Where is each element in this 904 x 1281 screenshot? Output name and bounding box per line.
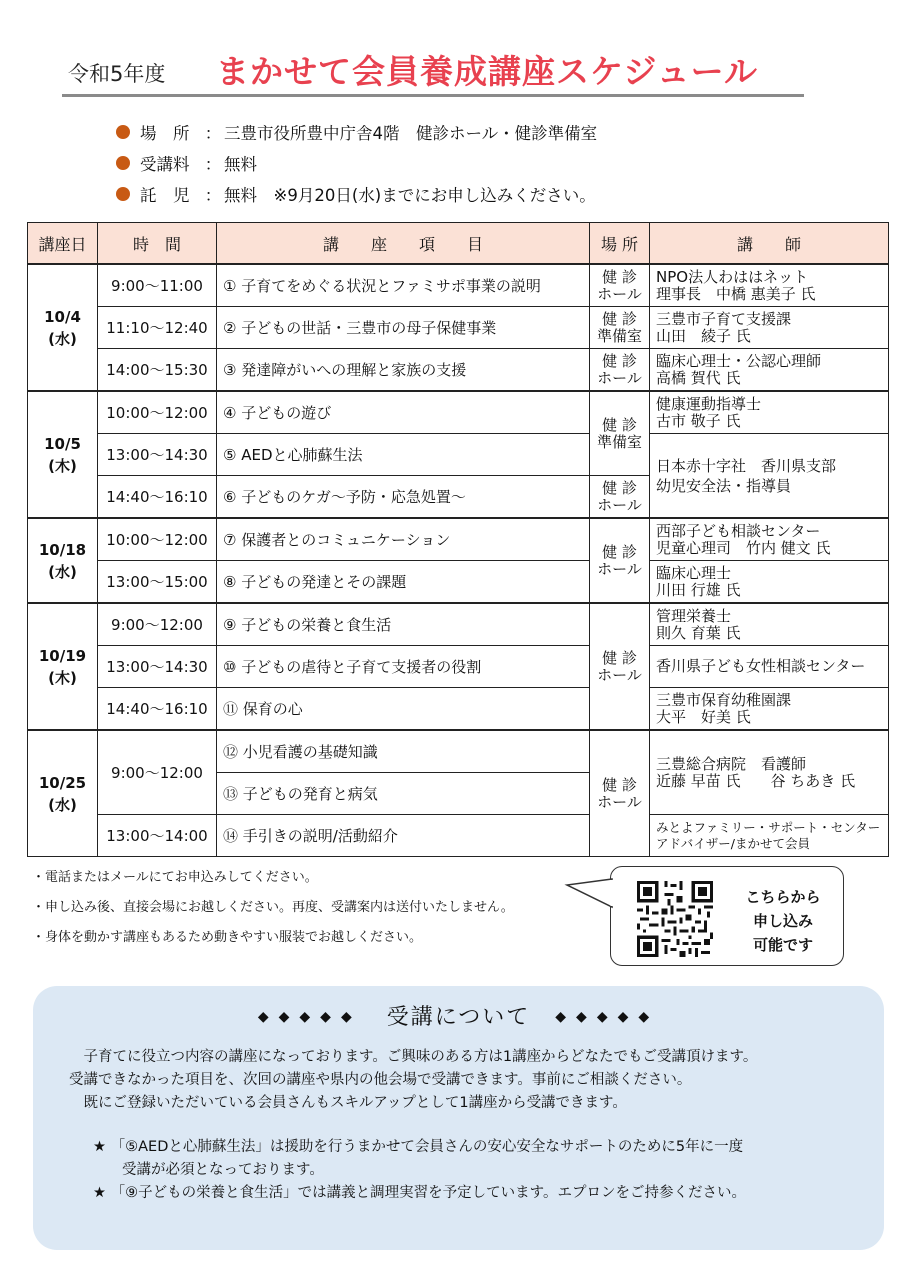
time-cell: 13:00～14:30: [98, 434, 217, 476]
time-cell: 10:00～12:00: [98, 391, 217, 434]
lecturer-line: 臨床心理士: [656, 563, 732, 582]
lecturer-line: 古市 敬子 氏: [656, 411, 741, 430]
topic-cell: ① 子育てをめぐる状況とファミサポ事業の説明: [217, 264, 590, 307]
place-line: 健 診: [602, 267, 637, 286]
time-cell: 9:00～12:00: [98, 730, 217, 815]
date-weekday: (木): [48, 668, 77, 687]
place-line: 健 診: [602, 351, 637, 370]
fiscal-year: 令和5年度: [68, 62, 166, 86]
about-line: 受講できなかった項目を、次回の講座や県内の他会場で受講できます。事前にご相談ください。: [69, 1072, 692, 1088]
place-line: 健 診: [602, 415, 637, 434]
place-cell: [590, 264, 650, 307]
lecturer-line: 管理栄養士: [656, 606, 732, 625]
place-line: ホール: [597, 284, 642, 303]
star-note: 受講が必須となっております。: [93, 1162, 324, 1178]
note-item: ・身体を動かす講座もあるため動きやすい服装でお越しください。: [32, 930, 423, 945]
about-heading: [33, 1000, 884, 1031]
table-row: [28, 646, 889, 688]
info-label: 託 児: [140, 185, 190, 205]
time-cell: 10:00～12:00: [98, 518, 217, 561]
place-line: 健 診: [602, 648, 637, 667]
topic-cell: ② 子どもの世話・三豊市の母子保健事業: [217, 307, 590, 349]
place-cell: [590, 349, 650, 392]
header-lecturer: 講 師: [650, 223, 889, 265]
callout-tail-icon: [567, 877, 615, 917]
info-colon: ：: [204, 154, 222, 174]
lecturer-line: 西部子ども相談センター: [656, 521, 821, 540]
apply-text: [727, 885, 839, 957]
topic-cell: ⑧ 子どもの発達とその課題: [217, 561, 590, 604]
date-day: 10/19: [38, 646, 87, 665]
date-weekday: (木): [48, 456, 77, 475]
star-note: ★ 「⑤AEDと心肺蘇生法」は援助を行うまかせて会員さんの安心安全なサポートのために5年に一度: [93, 1139, 744, 1155]
about-panel: [33, 986, 884, 1250]
info-colon: ：: [204, 185, 222, 205]
table-row: [28, 561, 889, 604]
lecturer-line: みとよファミリー・サポート・センター: [656, 819, 881, 835]
star-note: ★ 「⑨子どもの栄養と食生活」では講義と調理実習を予定しています。エプロンをご持参ください。: [93, 1185, 746, 1201]
date-weekday: (水): [48, 795, 77, 814]
topic-cell: ④ 子どもの遊び: [217, 391, 590, 434]
header-topic: 講 座 項 目: [217, 223, 590, 265]
lecturer-line: 日本赤十字社 香川県支部: [656, 456, 837, 475]
topic-cell: ⑭ 手引きの説明/活動紹介: [217, 815, 590, 857]
lecturer-cell: [650, 434, 889, 519]
header-date: 講座日: [28, 223, 98, 265]
time-cell: 9:00～12:00: [98, 603, 217, 646]
lecturer-line: NPO法人わははネット: [656, 267, 809, 286]
place-cell: [590, 391, 650, 476]
place-line: 健 診: [602, 542, 637, 561]
table-row: [28, 349, 889, 392]
time-cell: 14:40～16:10: [98, 476, 217, 519]
topic-cell: ⑤ AEDと心肺蘇生法: [217, 434, 590, 476]
table-row: [28, 391, 889, 434]
table-header-row: [28, 223, 889, 265]
place-cell: [590, 476, 650, 519]
topic-cell: ⑪ 保育の心: [217, 688, 590, 731]
lecturer-line: 三豊総合病院 看護師: [656, 754, 807, 773]
lecturer-line: 近藤 早苗 氏 谷 ちあき 氏: [656, 771, 856, 790]
place-line: 準備室: [596, 326, 642, 345]
date-weekday: (水): [48, 329, 77, 348]
place-cell: [590, 307, 650, 349]
place-cell: [590, 730, 650, 857]
lecturer-line: アドバイザー/まかせて会員: [656, 835, 810, 851]
about-notes: [93, 1136, 746, 1205]
lecturer-cell: [650, 264, 889, 307]
info-label: 場 所: [140, 123, 190, 143]
apply-line: こちらから: [745, 888, 821, 906]
table-row: [28, 518, 889, 561]
lecturer-cell: [650, 307, 889, 349]
table-row: [28, 603, 889, 646]
topic-cell: ⑦ 保護者とのコミュニケーション: [217, 518, 590, 561]
table-row: [28, 688, 889, 731]
bullet-icon: [116, 125, 130, 139]
info-value: 無料 ※9月20日(水)までにお申し込みください。: [224, 185, 596, 205]
lecturer-line: 臨床心理士・公認心理師: [656, 351, 822, 370]
date-cell: [28, 730, 98, 857]
lecturer-line: 幼児安全法・指導員: [656, 476, 792, 495]
topic-cell: ⑬ 子どもの発育と病気: [217, 773, 590, 815]
topic-cell: ⑫ 小児看護の基礎知識: [217, 730, 590, 773]
lecturer-cell: [650, 518, 889, 561]
about-line: 子育てに役立つ内容の講座になっております。ご興味のある方は1講座からどなたでもご受講頂けます。: [69, 1049, 758, 1065]
date-cell: [28, 603, 98, 730]
lecturer-line: 大平 好美 氏: [656, 707, 751, 726]
info-label: 受講料: [140, 154, 190, 174]
topic-cell: ③ 発達障がいへの理解と家族の支援: [217, 349, 590, 392]
notes-list: [32, 866, 514, 956]
lecturer-line: 理事長 中橋 惠美子 氏: [656, 284, 816, 303]
apply-callout: [610, 866, 844, 966]
table-row: [28, 434, 889, 476]
time-cell: 13:00～14:00: [98, 815, 217, 857]
lecturer-line: 香川県子ども女性相談センター: [656, 657, 866, 675]
lecturer-line: 児童心理司 竹内 健文 氏: [656, 538, 831, 557]
apply-line: 可能です: [752, 936, 813, 954]
time-cell: 9:00～11:00: [98, 264, 217, 307]
table-row: [28, 264, 889, 307]
lecturer-line: 山田 綾子 氏: [656, 326, 751, 345]
lecturer-cell: [650, 561, 889, 604]
place-line: ホール: [597, 792, 642, 811]
info-fee: [116, 147, 597, 178]
info-childcare: [116, 178, 597, 209]
time-cell: 13:00～15:00: [98, 561, 217, 604]
lecturer-cell: [650, 391, 889, 434]
date-day: 10/18: [38, 540, 87, 559]
time-cell: 13:00～14:30: [98, 646, 217, 688]
bullet-icon: [116, 187, 130, 201]
place-line: ホール: [597, 665, 642, 684]
apply-line: 申し込み: [752, 912, 813, 930]
place-line: 健 診: [602, 309, 637, 328]
lecturer-line: 川田 行雄 氏: [656, 580, 741, 599]
info-value: 無料: [224, 154, 257, 174]
place-line: ホール: [597, 559, 642, 578]
diamond-icon: ◆◆◆◆◆: [257, 1009, 362, 1025]
time-cell: 14:40～16:10: [98, 688, 217, 731]
place-cell: [590, 603, 650, 730]
qr-code-icon[interactable]: [637, 881, 713, 957]
topic-cell: ⑩ 子どもの虐待と子育て支援者の役割: [217, 646, 590, 688]
place-line: ホール: [597, 495, 642, 514]
lecturer-cell: [650, 688, 889, 731]
date-day: 10/4: [44, 307, 81, 326]
info-value: 三豊市役所豊中庁舎4階 健診ホール・健診準備室: [224, 123, 598, 143]
schedule-table: [27, 222, 889, 857]
topic-cell: ⑨ 子どもの栄養と食生活: [217, 603, 590, 646]
lecturer-cell: [650, 603, 889, 646]
date-cell: [28, 264, 98, 391]
date-weekday: (水): [48, 562, 77, 581]
table-row: [28, 730, 889, 773]
place-line: 健 診: [602, 775, 637, 794]
place-cell: [590, 518, 650, 603]
table-row: [28, 307, 889, 349]
page-header: [62, 44, 804, 96]
lecturer-line: 高橋 賀代 氏: [656, 368, 741, 387]
lecturer-cell: [650, 815, 889, 857]
about-title: 受講について: [386, 1005, 531, 1030]
info-list: [116, 116, 597, 209]
lecturer-cell: [650, 730, 889, 815]
place-line: 健 診: [602, 478, 637, 497]
lecturer-line: 三豊市保育幼稚園課: [656, 690, 792, 709]
title-underline: [62, 94, 804, 97]
note-item: ・電話またはメールにてお申込みしてください。: [32, 870, 318, 885]
lecturer-line: 三豊市子育て支援課: [656, 309, 792, 328]
about-line: 既にご登録いただいている会員さんもスキルアップとして1講座から受講できます。: [69, 1095, 627, 1111]
bullet-icon: [116, 156, 130, 170]
lecturer-line: 則久 育葉 氏: [656, 623, 741, 642]
time-cell: 14:00～15:30: [98, 349, 217, 392]
page-title: まかせて会員養成講座スケジュール: [216, 52, 759, 91]
date-day: 10/25: [38, 773, 87, 792]
date-cell: [28, 391, 98, 518]
info-colon: ：: [204, 123, 222, 143]
date-cell: [28, 518, 98, 603]
header-place: 場 所: [590, 223, 650, 265]
lecturer-cell: [650, 349, 889, 392]
date-day: 10/5: [44, 434, 81, 453]
note-item: ・申し込み後、直接会場にお越しください。再度、受講案内は送付いたしません。: [32, 900, 514, 915]
time-cell: 11:10～12:40: [98, 307, 217, 349]
lecturer-cell: [650, 646, 889, 688]
about-body: [69, 1046, 757, 1115]
diamond-icon: ◆◆◆◆◆: [555, 1009, 660, 1025]
place-line: ホール: [597, 368, 642, 387]
place-line: 準備室: [596, 432, 642, 451]
header-time: 時 間: [98, 223, 217, 265]
topic-cell: ⑥ 子どものケガ～予防・応急処置～: [217, 476, 590, 519]
info-venue: [116, 116, 597, 147]
lecturer-line: 健康運動指導士: [656, 394, 762, 413]
table-row: [28, 815, 889, 857]
